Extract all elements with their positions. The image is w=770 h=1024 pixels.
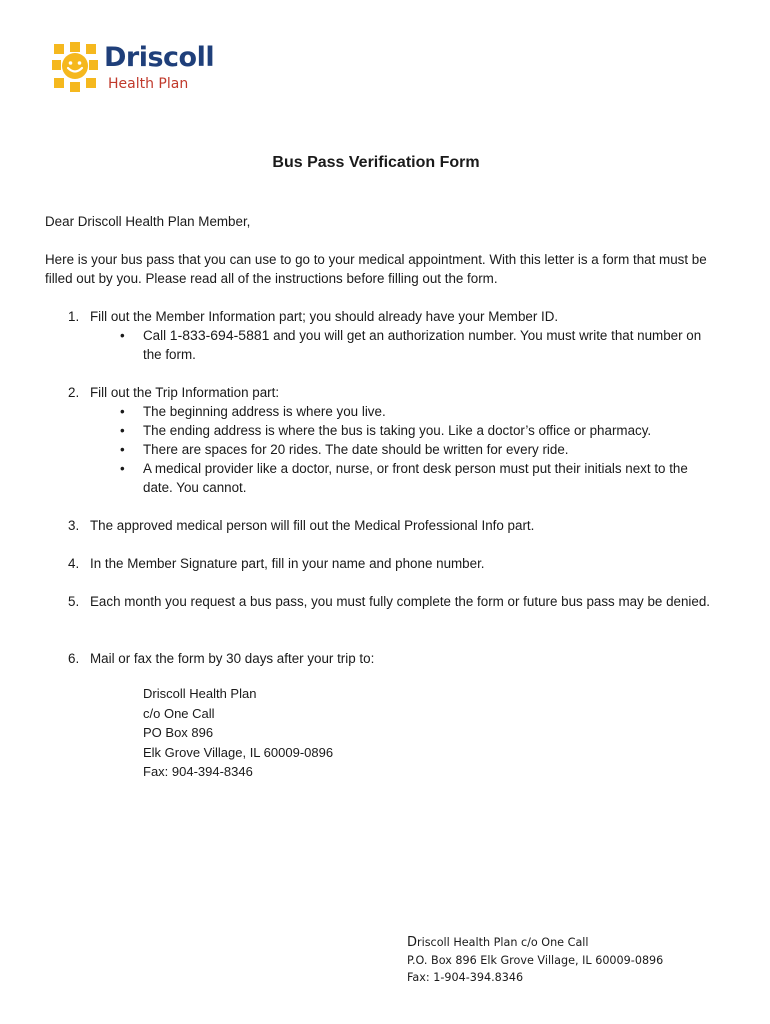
bullet-list — [90, 402, 718, 497]
instruction-text: Each month you request a bus pass, you must fully complete the form or future bus pass may be denied. — [90, 594, 711, 609]
bullet-item: • The beginning address is where you live. — [120, 404, 386, 419]
mailing-address — [143, 684, 333, 782]
footer-address — [407, 934, 663, 987]
instruction-item-5 — [68, 592, 718, 611]
bullet-icon: • — [120, 442, 125, 457]
address-line: Driscoll Health Plan — [143, 686, 257, 701]
instruction-item-2 — [68, 383, 718, 497]
instruction-item-4 — [68, 554, 718, 573]
instruction-text: The approved medical person will fill out the Medical Professional Info part. — [90, 518, 535, 533]
footer-line: P.O. Box 896 Elk Grove Village, IL 60009-0896 — [407, 953, 664, 967]
bullet-icon: • — [120, 404, 125, 419]
bullet-item: • Call 1-833-694-5881 and you will get an authorization number. You must write that number on the form. — [120, 327, 702, 362]
greeting: Dear Driscoll Health Plan Member, — [45, 214, 251, 229]
address-line: Elk Grove Village, IL 60009-0896 — [143, 744, 334, 760]
page-title: Bus Pass Verification Form — [272, 154, 480, 171]
bullet-icon: • — [120, 461, 125, 476]
address-line: PO Box 896 — [143, 725, 214, 740]
bullet-item: • There are spaces for 20 rides. The date should be written for every ride. — [120, 442, 569, 457]
instruction-number: 1. — [68, 309, 80, 324]
logo-name: Driscoll — [104, 42, 215, 73]
instruction-item-3 — [68, 516, 718, 535]
footer-line: Driscoll Health Plan c/o One Call — [407, 935, 589, 950]
bullet-icon: • — [120, 328, 125, 343]
bullet-item: • The ending address is where the bus is taking you. Like a doctor’s office or pharmacy. — [120, 423, 652, 438]
bullet-list — [90, 326, 718, 364]
instruction-text: Fill out the Trip Information part: — [90, 385, 280, 400]
address-line: c/o One Call — [143, 705, 215, 721]
instruction-item-1 — [68, 307, 718, 364]
footer-line: Fax: 1-904-394.8346 — [407, 971, 524, 984]
instruction-text: In the Member Signature part, fill in your name and phone number. — [90, 556, 485, 571]
bullet-icon: • — [120, 423, 125, 438]
intro-paragraph: Here is your bus pass that you can use to go to your medical appointment. With this letter is a form that must be filled out by you. Please read all of the instructions before filling out the form. — [45, 252, 707, 286]
logo-subtitle: Health Plan — [108, 76, 189, 92]
instruction-item-6 — [68, 649, 718, 668]
address-line: Fax: 904-394-8346 — [143, 764, 253, 779]
driscoll-logo — [52, 42, 252, 98]
instruction-text: Mail or fax the form by 30 days after your trip to: — [90, 651, 375, 666]
instruction-number: 5. — [68, 594, 80, 609]
instruction-number: 4. — [68, 556, 80, 571]
instruction-number: 3. — [68, 518, 80, 533]
instruction-text: Fill out the Member Information part; you should already have your Member ID. — [90, 309, 559, 324]
sun-face-icon — [52, 42, 98, 92]
bullet-item: • A medical provider like a doctor, nurse, or front desk person must put their initials next to the date. You cannot. — [120, 461, 688, 495]
phone-number: 1-833-694-5881 — [169, 327, 270, 343]
instruction-number: 2. — [68, 385, 80, 400]
instruction-number: 6. — [68, 651, 80, 666]
